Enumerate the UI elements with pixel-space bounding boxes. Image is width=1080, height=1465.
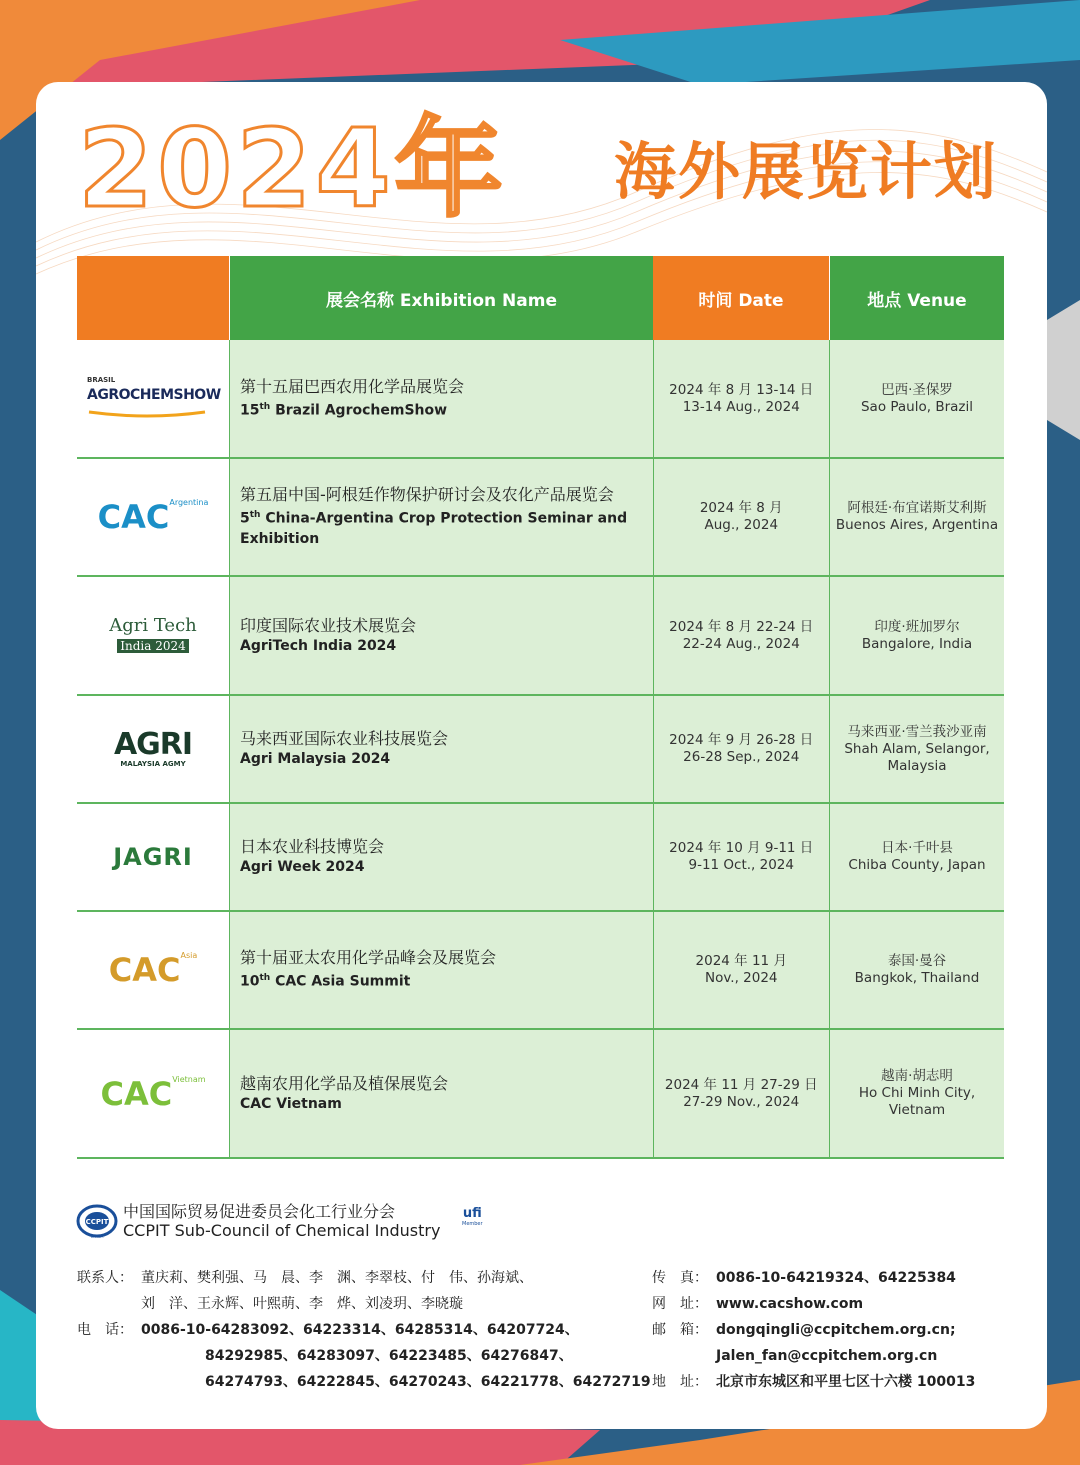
logo-agrochemshow xyxy=(77,340,230,458)
logo-text: AGRI xyxy=(113,727,193,762)
poster-card xyxy=(36,82,1047,1429)
exhibition-name-en: 15th Brazil AgrochemShow xyxy=(240,401,448,419)
page-title xyxy=(78,107,1018,232)
logo-text: CAC xyxy=(100,1074,173,1113)
logo-agri-malaysia xyxy=(77,695,230,803)
logo-text: JAGRI xyxy=(113,843,193,871)
logo-swoosh-icon xyxy=(87,410,207,418)
date-zh: 2024 年 8 月 xyxy=(699,500,783,516)
venue-en: Bangalore, India xyxy=(861,635,973,652)
venue-zh: 巴西·圣保罗 xyxy=(881,381,953,398)
ufi-logo xyxy=(462,1207,483,1227)
contact-info-left xyxy=(77,1265,651,1395)
exhibition-name-en: Agri Week 2024 xyxy=(240,859,365,875)
fax-value: 0086-10-64219324、64225384 xyxy=(716,1270,956,1286)
fax-label: 传 真： xyxy=(652,1270,708,1286)
exhibition-name-en: 10th CAC Asia Summit xyxy=(240,973,411,990)
exhibition-name-zh: 日本农业科技博览会 xyxy=(240,837,385,856)
organizer-name-en: CCPIT Sub-Council of Chemical Industry xyxy=(123,1221,441,1240)
table-header-row xyxy=(77,256,1004,340)
logo-small-text: Argentina xyxy=(169,498,209,507)
exhibition-name-zh: 马来西亚国际农业科技展览会 xyxy=(240,729,449,748)
ufi-logo-sub: Member xyxy=(462,1221,483,1227)
phone-line2: 84292985、64283097、64223485、64276847、 xyxy=(205,1348,573,1364)
address-value: 北京市东城区和平里七区十六楼 100013 xyxy=(716,1374,976,1390)
contacts-label: 联系人： xyxy=(77,1270,133,1286)
date-en: 26-28 Sep., 2024 xyxy=(683,749,800,765)
venue-zh: 印度·班加罗尔 xyxy=(874,618,960,635)
title-subtitle: 海外展览计划 xyxy=(614,135,999,208)
logo-text: CAC xyxy=(97,498,170,536)
header-date: 时间 Date xyxy=(653,256,830,340)
table-row xyxy=(77,803,1004,911)
address-label: 地 址： xyxy=(652,1374,708,1390)
logo-agritech xyxy=(77,576,230,695)
table-row xyxy=(77,576,1004,695)
venue-en-line2: Malaysia xyxy=(887,757,947,774)
web-label: 网 址： xyxy=(652,1296,708,1312)
organizer-name-zh: 中国国际贸易促进委员会化工行业分会 xyxy=(123,1202,396,1221)
venue-zh: 阿根廷·布宜诺斯艾利斯 xyxy=(847,500,987,516)
exhibition-name-zh: 第五届中国-阿根廷作物保护研讨会及农化产品展览会 xyxy=(240,485,614,505)
exhibition-name-en: CAC Vietnam xyxy=(240,1095,342,1112)
phone-label: 电 话： xyxy=(77,1322,133,1338)
venue-zh: 越南·胡志明 xyxy=(881,1068,953,1084)
date-en: 27-29 Nov., 2024 xyxy=(683,1093,800,1110)
email-link-1[interactable]: dongqingli@ccpitchem.org.cn; xyxy=(716,1322,956,1338)
date-zh: 2024 年 10 月 9-11 日 xyxy=(669,840,814,856)
phone-line1: 0086-10-64283092、64223314、64285314、64207724、 xyxy=(141,1322,579,1338)
venue-zh: 泰国·曼谷 xyxy=(887,953,947,969)
ccpit-logo-small: CHINA xyxy=(90,1234,104,1239)
logo-text: Agri Tech xyxy=(109,615,197,636)
table-row xyxy=(77,695,1004,803)
logo-cac-vietnam xyxy=(77,1029,230,1158)
exhibition-name-en: Agri Malaysia 2024 xyxy=(240,751,391,767)
date-zh: 2024 年 8 月 13-14 日 xyxy=(669,381,814,398)
logo-cac-asia xyxy=(77,911,230,1029)
phone-line3: 64274793、64222845、64270243、64221778、64272719 xyxy=(205,1374,651,1390)
date-en: 9-11 Oct., 2024 xyxy=(688,857,794,873)
venue-en: Shah Alam, Selangor, xyxy=(844,740,990,757)
table-row xyxy=(77,340,1004,458)
exhibition-name-en: AgriTech India 2024 xyxy=(240,637,397,654)
contacts-line1: 董庆莉、樊利强、马 晨、李 渊、李翠枝、付 伟、孙海斌、 xyxy=(141,1270,533,1286)
table-row xyxy=(77,1029,1004,1158)
header-name: 展会名称 Exhibition Name xyxy=(230,256,654,340)
ccpit-logo-icon xyxy=(76,1200,118,1242)
venue-en: Sao Paulo, Brazil xyxy=(860,398,974,415)
date-zh: 2024 年 11 月 27-29 日 xyxy=(664,1076,818,1093)
header-venue: 地点 Venue xyxy=(830,256,1005,340)
organizer xyxy=(76,1197,483,1247)
ufi-logo-text: ufi xyxy=(462,1206,482,1221)
exhibition-name-zh: 印度国际农业技术展览会 xyxy=(240,615,417,635)
date-zh: 2024 年 8 月 22-24 日 xyxy=(669,618,814,635)
logo-text: AGROCHEMSHOW xyxy=(87,386,221,403)
title-year: 2024年 xyxy=(78,107,507,232)
venue-en: Buenos Aires, Argentina xyxy=(835,517,999,533)
venue-en: Ho Chi Minh City, Vietnam xyxy=(858,1085,976,1118)
email-link-2[interactable]: Jalen_fan@ccpitchem.org.cn xyxy=(716,1348,938,1364)
venue-zh: 马来西亚·雪兰莪沙亚南 xyxy=(847,723,987,740)
date-zh: 2024 年 9 月 26-28 日 xyxy=(669,732,814,748)
logo-jagri xyxy=(77,803,230,911)
ccpit-logo-text: CCPIT xyxy=(85,1218,109,1226)
exhibition-name-en: 5th China-Argentina Crop Protection Seminar and Exhibition xyxy=(240,510,628,547)
logo-cac-argentina xyxy=(77,458,230,576)
logo-small-text: BRASIL xyxy=(87,375,116,384)
logo-small-text: Vietnam xyxy=(172,1074,206,1084)
header-logo xyxy=(77,256,230,340)
date-zh: 2024 年 11 月 xyxy=(695,953,787,969)
date-en: 13-14 Aug., 2024 xyxy=(682,398,800,415)
date-en: 22-24 Aug., 2024 xyxy=(682,635,800,652)
date-en: Nov., 2024 xyxy=(704,970,778,986)
contact-info-right xyxy=(652,1265,975,1395)
exhibition-name-zh: 第十五届巴西农用化学品展览会 xyxy=(240,376,465,396)
exhibition-name-zh: 第十届亚太农用化学品峰会及展览会 xyxy=(240,948,497,968)
logo-text: CAC xyxy=(108,951,181,989)
date-en: Aug., 2024 xyxy=(704,517,779,533)
table-row xyxy=(77,458,1004,576)
logo-small-text: India 2024 xyxy=(117,639,189,653)
table-row xyxy=(77,911,1004,1029)
venue-zh: 日本·千叶县 xyxy=(881,840,953,856)
venue-en: Chiba County, Japan xyxy=(848,857,986,873)
exhibition-name-zh: 越南农用化学品及植保展览会 xyxy=(240,1073,449,1093)
web-link[interactable]: www.cacshow.com xyxy=(716,1296,864,1312)
contacts-line2: 刘 洋、王永辉、叶熙萌、李 烨、刘凌玥、李晓璇 xyxy=(141,1296,463,1312)
email-label: 邮 箱： xyxy=(652,1322,708,1338)
venue-en: Bangkok, Thailand xyxy=(854,970,980,986)
logo-small-text: MALAYSIA AGMY xyxy=(120,760,186,768)
exhibition-table xyxy=(77,256,1004,1159)
logo-small-text: Asia xyxy=(180,951,198,960)
